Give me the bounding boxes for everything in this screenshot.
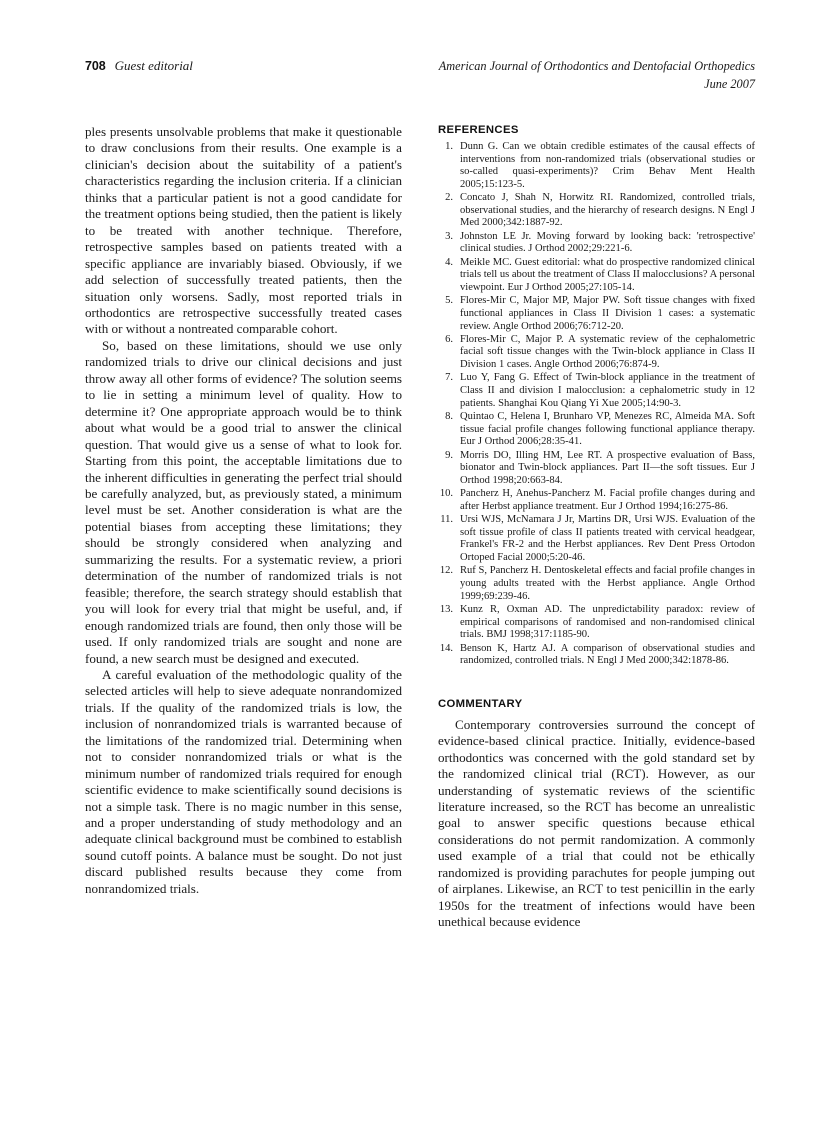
reference-number: 2. bbox=[445, 192, 453, 204]
reference-item bbox=[438, 643, 755, 668]
reference-text: Ruf S, Pancherz H. Dentoskeletal effects and facial profile changes in young adults treated with the Herbst appliance. Angle Orthod 1999;69:239-46. bbox=[460, 565, 755, 602]
left-column bbox=[85, 124, 402, 931]
commentary-body bbox=[438, 717, 755, 931]
page-number: 708 bbox=[85, 59, 106, 73]
reference-text: Johnston LE Jr. Moving forward by looking back: 'retrospective' clinical studies. J Orthod 2002;29:221-6. bbox=[460, 230, 755, 255]
running-head bbox=[85, 58, 755, 94]
reference-number: 6. bbox=[445, 333, 453, 345]
reference-text: Luo Y, Fang G. Effect of Twin-block appliance in the treatment of Class II and division I malocclusion: a cephalometric study in 12 patients. Shanghai Kou Qiang Yi Xue 2005;14:90-3. bbox=[460, 372, 755, 409]
reference-number: 4. bbox=[445, 256, 453, 268]
reference-item bbox=[438, 257, 755, 295]
commentary-paragraph: Contemporary controversies surround the concept of evidence-based clinical practice. Initially, evidence-based orthodontics was concerned with the gold standard set by the randomized clinical trial (RCT). However, as our understanding of systematic reviews of the scientific literature increased, so the RCT has become an unrealistic goal to answer specific questions because ethical considerations do not permit randomization. A commonly used example of a trial that could not be ethically randomized is providing parachutes for people jumping out of airplanes. Likewise, an RCT to test penicillin in the early 1950s for the treatment of infections would have been unethical because evidence bbox=[438, 716, 755, 930]
body-paragraph: So, based on these limitations, should we use only randomized trials to drive our clinical decisions and just throw away all other forms of evidence? The solution seems to lie in setting a minimum level of quality. How to determine it? One appropriate approach would be to think about what would be a good trial to answer the clinical question. That would give us a sense of what to look for. Starting from this point, the acceptable limitations due to the inherent difficulties in generating the perfect trial should be carefully analyzed, but, as previously stated, a minimum level must be set. Another consideration is what are the potential biases from accepting these limitations; they should be strongly considered when analyzing and summarizing the results. For a systematic review, a priori determination of the number of randomized trials is not feasible; therefore, the search strategy should establish that you will look for every trial that might be useful, and, if enough randomized trials are found, then only those will be used. If only randomized trials are sought and none are found, a new search must be designed and executed. bbox=[85, 337, 402, 666]
body-paragraph: A careful evaluation of the methodologic quality of the selected articles will help to sieve adequate nonrandomized trials. If the quality of the randomized trials is low, the inclusion of nonrandomized trials is warranted because of the limitations of the randomized trial. Determining when not to consider nonrandomized trials or what is the minimum number of randomized trials required for enough scientific evidence to make scientifically sound decisions is not a simple task. There is no magic number in this sense, and a proper understanding of study methodology and an adequate clinical background must be combined to establish sound cutoff points. A balance must be sought. Do not just discard published results because they come from nonrandomized trials. bbox=[85, 666, 402, 896]
reference-text: Kunz R, Oxman AD. The unpredictability paradox: review of empirical comparisons of randomised and non-randomised clinical trials. BMJ 1998;317:1185-90. bbox=[460, 603, 755, 641]
reference-number: 8. bbox=[445, 411, 453, 423]
references-heading: REFERENCES bbox=[438, 124, 519, 136]
reference-number: 14. bbox=[439, 642, 453, 654]
reference-item bbox=[438, 192, 755, 230]
reference-text: Dunn G. Can we obtain credible estimates of the causal effects of interventions from non-randomized trials (observational studies or so-called quasi-experiments)? Crim Behav Ment Health 2005;15:123-5. bbox=[460, 141, 755, 190]
reference-text: Benson K, Hartz AJ. A comparison of observational studies and randomized, controlled trials. N Engl J Med 2000;342:1878-86. bbox=[460, 642, 755, 667]
reference-number: 13. bbox=[439, 603, 453, 615]
reference-item bbox=[438, 450, 755, 488]
reference-item bbox=[438, 565, 755, 603]
reference-number: 7. bbox=[445, 372, 453, 384]
running-head-right bbox=[439, 58, 755, 94]
reference-text: Flores-Mir C, Major MP, Major PW. Soft tissue changes with fixed functional appliances in Class II Division 1 cases: a systematic review. Angle Orthod 2006;76:712-20. bbox=[460, 295, 755, 332]
reference-text: Quintao C, Helena I, Brunharo VP, Menezes RC, Almeida MA. Soft tissue facial profile changes following functional appliance therapy. Eur J Orthod 2006;28:35-41. bbox=[460, 411, 755, 448]
reference-item bbox=[438, 231, 755, 256]
reference-text: Pancherz H, Anehus-Pancherz M. Facial profile changes during and after Herbst appliance treatment. Eur J Orthod 1994;16:275-86. bbox=[460, 488, 755, 512]
reference-number: 9. bbox=[445, 449, 453, 461]
reference-number: 1. bbox=[445, 141, 453, 152]
journal-title: American Journal of Orthodontics and Dentofacial Orthopedics bbox=[438, 59, 755, 73]
reference-text: Concato J, Shah N, Horwitz RI. Randomized, controlled trials, observational studies, and the hierarchy of research designs. N Engl J Med 2000;342:1887-92. bbox=[460, 192, 755, 229]
reference-number: 10. bbox=[439, 488, 453, 500]
body-columns bbox=[85, 124, 755, 931]
reference-text: Ursi WJS, McNamara J Jr, Martins DR, Ursi WJS. Evaluation of the soft tissue profile of class II patients treated with cervical headgear, Frankel's FR-2 and the Herbst appliances. Rev Dent Press Ortodon Ortoped Facial 2000;5:20-46. bbox=[460, 514, 755, 563]
reference-text: Flores-Mir C, Major P. A systematic review of the cephalometric facial soft tissue changes with the Twin-block appliance in Class II Division 1 cases. Angle Orthod 2006;76:874-9. bbox=[460, 333, 755, 371]
reference-text: Meikle MC. Guest editorial: what do prospective randomized clinical trials tell us about the treatment of Class II malocclusions? A personal viewpoint. Eur J Orthod 2005;27:105-14. bbox=[460, 256, 755, 293]
reference-number: 5. bbox=[445, 295, 453, 307]
running-head-left bbox=[85, 58, 193, 74]
reference-item bbox=[438, 295, 755, 333]
reference-number: 3. bbox=[445, 230, 453, 242]
section-label: Guest editorial bbox=[114, 58, 193, 73]
reference-item bbox=[438, 604, 755, 642]
reference-number: 11. bbox=[440, 514, 453, 526]
right-column bbox=[438, 124, 755, 931]
reference-item bbox=[438, 334, 755, 372]
reference-list bbox=[438, 141, 755, 668]
commentary-heading: COMMENTARY bbox=[438, 697, 523, 710]
reference-number: 12. bbox=[439, 565, 453, 577]
body-paragraph: ples presents unsolvable problems that make it questionable to draw conclusions from their results. One example is a clinician's decision about the suitability of a patient's characteristics regarding the inclusion criteria. If a clinician thinks that a particular patient is not a good candidate for the treatment options being studied, then the patient is likely to be treated with another technique. Therefore, retrospective samples based on patients treated with a specific appliance are invariably biased. Obviously, if we add selection of successfully treated patients, then the situation only worsens. Sadly, most reported trials in orthodontics are retrospective successfully treated cases with or without a nontreated comparable cohort. bbox=[85, 124, 402, 337]
reference-text: Morris DO, Illing HM, Lee RT. A prospective evaluation of Bass, bionator and Twin-block appliances. Part II—the soft tissues. Eur J Orthod 1998;20:663-84. bbox=[460, 449, 755, 486]
issue-date: June 2007 bbox=[704, 76, 755, 91]
reference-item bbox=[438, 372, 755, 410]
reference-item bbox=[438, 488, 755, 513]
reference-item bbox=[438, 514, 755, 564]
reference-item bbox=[438, 411, 755, 449]
reference-item bbox=[438, 141, 755, 191]
